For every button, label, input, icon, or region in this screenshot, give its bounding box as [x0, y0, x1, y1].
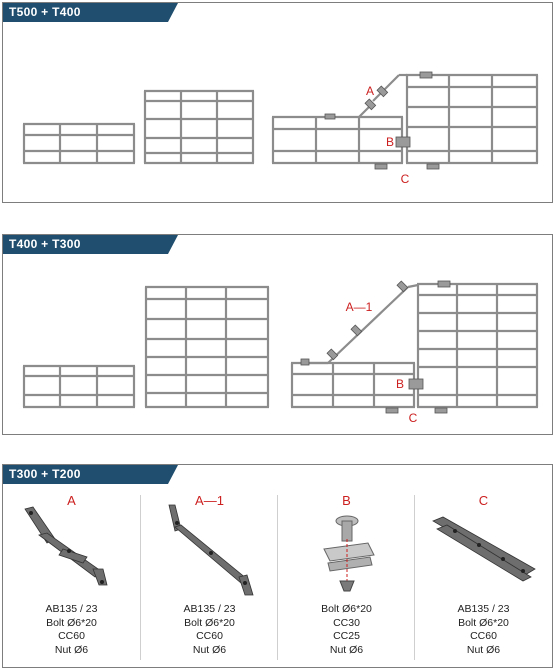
bracket-a1-image: [141, 499, 278, 609]
component-a1-specs: AB135 / 23 Bolt Ø6*20 CC60 Nut Ø6: [183, 603, 236, 656]
connector-c1: [375, 164, 387, 169]
callout-a: A: [365, 84, 375, 98]
component-c-specs: AB135 / 23 Bolt Ø6*20 CC60 Nut Ø6: [457, 603, 510, 656]
connector-c2: [427, 164, 439, 169]
section-t500-t400: [2, 2, 553, 203]
connector-b: [396, 137, 410, 147]
component-a1-label: A—1: [195, 493, 224, 508]
callout-b: B: [385, 135, 395, 149]
tray-medium: [144, 91, 254, 163]
component-a-label: A: [67, 493, 76, 508]
bolt-clamp-image: [278, 499, 415, 609]
section-title: T300 + T200: [3, 465, 168, 484]
bracket-a-image: [3, 499, 140, 609]
connector-top: [420, 72, 432, 78]
section-t300-t200: [2, 464, 553, 668]
callout-a1: A—1: [345, 300, 373, 314]
diagram-t500-t400: [3, 3, 552, 202]
tray-assembly-lower: [272, 117, 403, 163]
callout-c: C: [400, 172, 410, 186]
callout-b: B: [395, 377, 405, 391]
section-t400-t300: [2, 234, 553, 435]
tray-small: [23, 124, 135, 163]
section-title: T400 + T300: [3, 235, 168, 254]
component-a-specs: AB135 / 23 Bolt Ø6*20 CC60 Nut Ø6: [45, 603, 98, 656]
tray-small: [23, 366, 135, 407]
splice-plate-image: [415, 499, 552, 609]
tray-assembly-upper: [359, 75, 538, 163]
component-b-specs: Bolt Ø6*20 CC30 CC25 Nut Ø6: [321, 603, 372, 656]
callout-c: C: [408, 411, 418, 425]
section-title: T500 + T400: [3, 3, 168, 22]
tray-large: [145, 287, 269, 407]
diagram-t400-t300: [3, 235, 552, 434]
component-c-label: C: [478, 493, 489, 508]
component-b-label: B: [342, 493, 351, 508]
